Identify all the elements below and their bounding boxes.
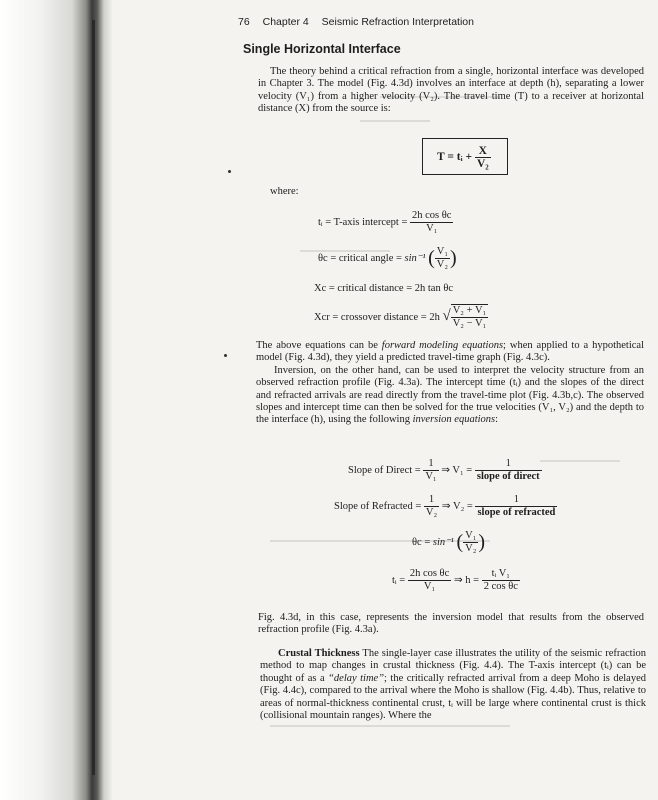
paragraph-intro: The theory behind a critical refraction from a single, horizontal interface was developed in Chapter 3. The model (Fig. 4.3d) involves an interface at depth (h), separating a lower velocity (V₁) from a higher velocity (V₂). The travel time (T) to a receiver at horizontal distance (X) from the source is: xyxy=(258,66,644,115)
fraction: $\frac{X}{\text{V₂}}$ xyxy=(476,145,489,170)
where-label: where: xyxy=(270,186,299,197)
fraction: $\frac{\text{2h cos θc}}{\text{V₁}}$ xyxy=(412,210,452,234)
page-number: 76 xyxy=(238,16,250,28)
definition-crossover-distance: Xcr = crossover distance = 2h √ $\frac{\text{V₂ + V₁}}{\text{V₂ − V₁}}$ xyxy=(314,305,487,329)
fraction: $\frac{1}{\text{slope of refracted}}$ xyxy=(477,494,556,518)
crustal-heading: Crustal Thickness xyxy=(278,648,360,659)
fraction: $\frac{1}{\text{V₂}}$ xyxy=(425,494,438,518)
fraction: $\frac{\text{tᵢ V₁}}{\text{2 cos θc}}$ xyxy=(483,568,518,592)
speck xyxy=(228,170,231,173)
bleed-through-mark xyxy=(270,725,510,727)
inversion-direct: Slope of Direct = $\frac{1}{\text{V₁}}$ ⇒ V₁ = $\frac{1}{\text{slope of direct}}$ xyxy=(348,458,540,482)
travel-time-equation xyxy=(422,138,508,175)
text-body-middle xyxy=(256,340,644,427)
fraction: $\frac{1}{\text{slope of direct}}$ xyxy=(476,458,540,482)
paragraph-crustal-thickness: Crustal Thickness The single-layer case illustrates the utility of the seismic refraction method to map changes in crustal thickness (Fig. 4.4). The T-axis intercept (tᵢ) can be thought of as a “delay time”; the critically refracted arrival from a deep Moho is delayed (Fig. 4.4c), compared to the arrival where the Moho is shallow (Fig. 4.4b). Thus, relative to areas of normal-thickness continental crust, tᵢ will be large where continental crust is thick (collisional mountain ranges). Where the xyxy=(260,648,647,722)
section-title: Single Horizontal Interface xyxy=(243,42,401,56)
paragraph-inversion: Inversion, on the other hand, can be used to interpret the velocity structure from an observed refraction profile (Fig. 4.3a). The intercept time (tᵢ) and the slopes of the direct and refracted arrivals are read directly from the travel-time plot (Fig. 4.3b,c). The observed slopes and intercept time can then be solved for the true velocities (V₁, V₂) and the depth to the interface (h), using the following inversion equations: xyxy=(256,364,644,426)
book-spine-shadow xyxy=(0,0,112,800)
inversion-critical-angle: θc = sin⁻¹ ( $\frac{\text{V₁}}{\text{V₂}}$ ) xyxy=(412,530,486,554)
fraction: $\frac{\text{V₂ + V₁}}{\text{V₂ − V₁}}$ xyxy=(452,305,487,329)
definition-critical-distance: Xc = critical distance = 2h tan θc xyxy=(314,283,454,294)
fraction: $\frac{1}{\text{V₁}}$ xyxy=(425,458,437,482)
fraction: $\frac{\text{V₁}}{\text{V₂}}$ xyxy=(436,246,449,270)
inversion-depth: tᵢ = $\frac{\text{2h cos θc}}{\text{V₁}}$ ⇒ h = $\frac{\text{tᵢ V₁}}{\text{2 cos θc}}$ xyxy=(392,568,518,592)
equation-lhs: T = tᵢ + xyxy=(437,151,475,164)
definition-critical-angle: θc = critical angle = sin⁻¹ ( $\frac{\text{V₁}}{\text{V₂}}$ ) xyxy=(318,246,457,270)
speck xyxy=(224,354,227,357)
bleed-through-mark xyxy=(540,460,620,462)
paragraph-forward: The above equations can be forward modeling equations; when applied to a hypothetical model (Fig. 4.3d), they yield a predicted travel-time graph (Fig. 4.3c). xyxy=(256,340,644,364)
inversion-refracted: Slope of Refracted = $\frac{1}{\text{V₂}}$ ⇒ V₂ = $\frac{1}{\text{slope of refracted}}$ xyxy=(334,494,556,518)
fraction: $\frac{\text{V₁}}{\text{V₂}}$ xyxy=(465,530,477,554)
root-sign: √ xyxy=(442,307,451,324)
running-header xyxy=(238,16,484,28)
paragraph-inversion-model: Fig. 4.3d, in this case, represents the inversion model that results from the observed refraction profile (Fig. 4.3a). xyxy=(258,612,644,636)
fraction: $\frac{\text{2h cos θc}}{\text{V₁}}$ xyxy=(409,568,450,592)
gutter-line xyxy=(92,20,95,775)
definition-intercept: tᵢ = T-axis intercept = $\frac{\text{2h cos θc}}{\text{V₁}}$ xyxy=(318,210,452,234)
chapter-title: Seismic Refraction Interpretation xyxy=(321,16,474,28)
bleed-through-mark xyxy=(360,120,430,122)
chapter-label: Chapter 4 xyxy=(262,16,309,28)
